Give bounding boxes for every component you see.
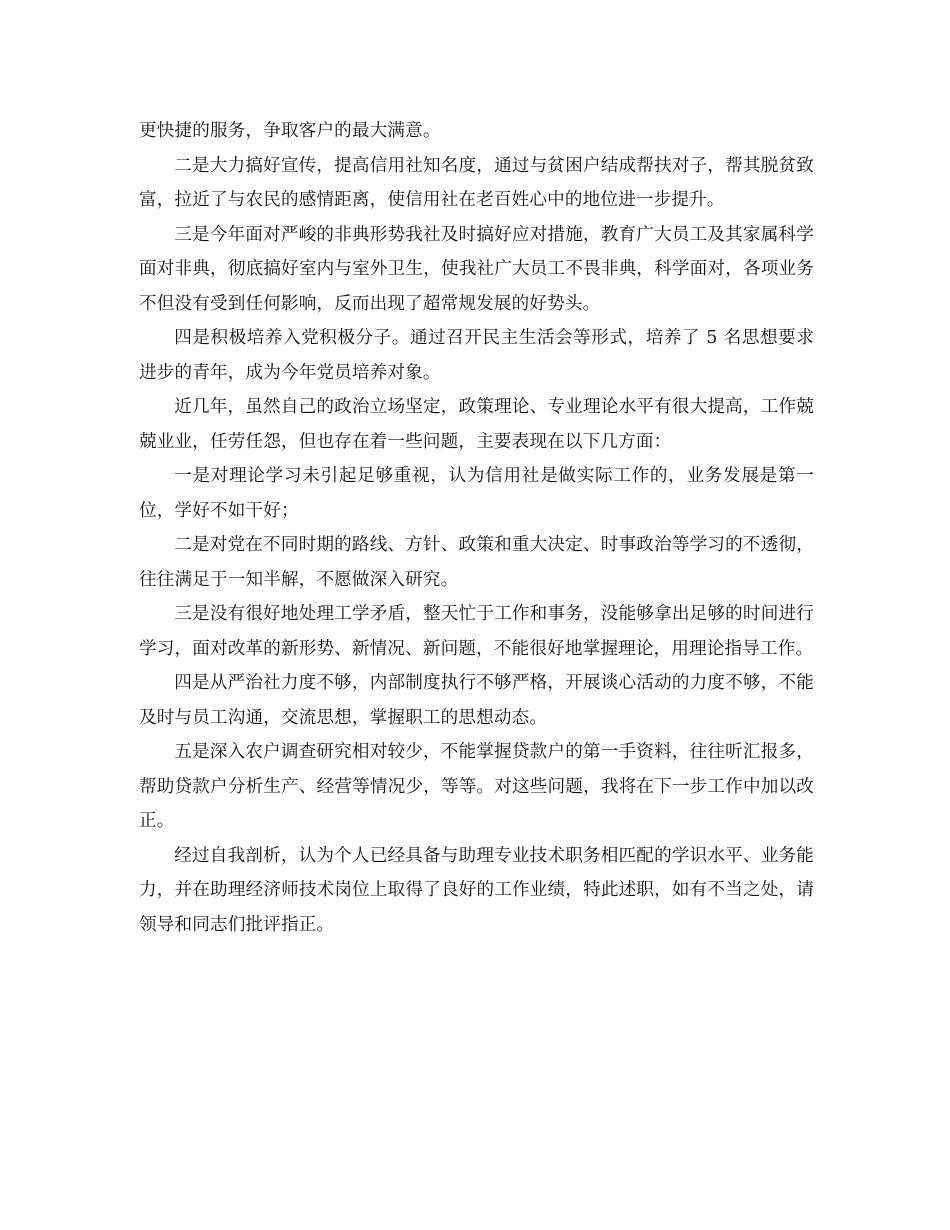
paragraph-problem-five: 五是深入农户调查研究相对较少，不能掌握贷款户的第一手资料，往往听汇报多，帮助贷款户分析生产、经营等情况少，等等。对这些问题，我将在下一步工作中加以改正。	[139, 742, 814, 831]
paragraph-problem-four: 四是从严治社力度不够，内部制度执行不够严格，开展谈心活动的力度不够，不能及时与员工沟通，交流思想，掌握职工的思想动态。	[139, 673, 814, 728]
paragraph-party-training: 四是积极培养入党积极分子。通过召开民主生活会等形式，培养了 5 名思想要求进步的青年，成为今年党员培养对象。	[139, 328, 814, 383]
paragraph-problems-intro: 近几年，虽然自己的政治立场坚定，政策理论、专业理论水平有很大提高，工作兢兢业业，任劳任怨，但也存在着一些问题，主要表现在以下几方面：	[139, 397, 814, 452]
paragraph-problem-two: 二是对党在不同时期的路线、方针、政策和重大决定、时事政治等学习的不透彻，往往满足于一知半解，不愿做深入研究。	[139, 535, 814, 590]
paragraph-conclusion: 经过自我剖析，认为个人已经具备与助理专业技术职务相匹配的学识水平、业务能力，并在助理经济师技术岗位上取得了良好的工作业绩，特此述职，如有不当之处，请领导和同志们批评指正。	[139, 845, 814, 935]
paragraph-publicity: 二是大力搞好宣传，提高信用社知名度，通过与贫困户结成帮扶对子，帮其脱贫致富，拉近了与农民的感情距离，使信用社在老百姓心中的地位进一步提升。	[139, 155, 814, 210]
paragraph-continuation: 更快捷的服务，争取客户的最大满意。	[139, 121, 441, 141]
document-body	[139, 114, 814, 942]
paragraph-sars-response: 三是今年面对严峻的非典形势我社及时搞好应对措施，教育广大员工及其家属科学面对非典，彻底搞好室内与室外卫生，使我社广大员工不畏非典，科学面对，各项业务不但没有受到任何影响，反而出现了超常规发展的好势头。	[139, 224, 814, 314]
paragraph-problem-one: 一是对理论学习未引起足够重视，认为信用社是做实际工作的，业务发展是第一位，学好不如干好；	[139, 466, 814, 521]
paragraph-problem-three: 三是没有很好地处理工学矛盾，整天忙于工作和事务，没能够拿出足够的时间进行学习，面对改革的新形势、新情况、新问题，不能很好地掌握理论，用理论指导工作。	[139, 604, 814, 659]
